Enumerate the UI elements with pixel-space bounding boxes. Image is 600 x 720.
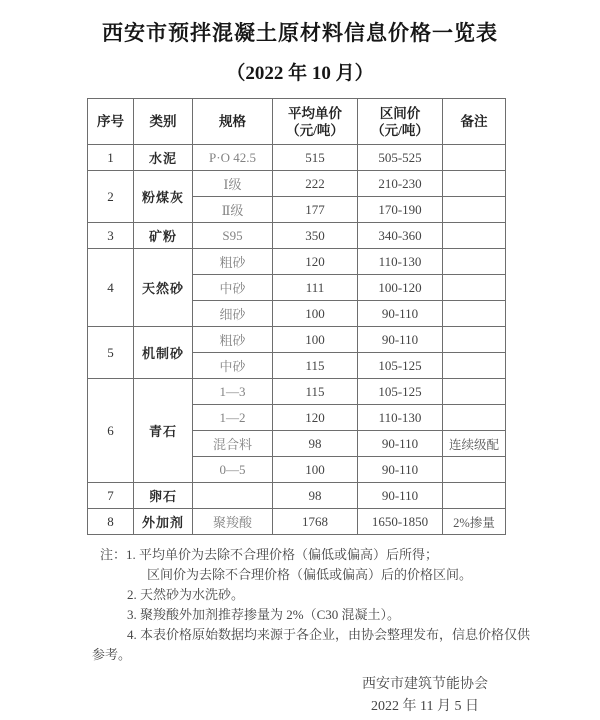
cell-no: 3 <box>88 223 134 249</box>
cell-category: 外加剂 <box>134 509 193 535</box>
cell-avg-price: 515 <box>273 145 358 171</box>
cell-spec: 混合料 <box>193 431 273 457</box>
cell-category: 青石 <box>134 379 193 483</box>
note-line: 3. 聚羧酸外加剂推荐掺量为 2%（C30 混凝土）。 <box>127 607 401 622</box>
column-header: 备注 <box>443 99 506 145</box>
table-row <box>88 145 506 171</box>
cell-note <box>443 457 506 483</box>
cell-price-range: 170-190 <box>358 197 443 223</box>
cell-spec: 1—2 <box>193 405 273 431</box>
cell-no: 8 <box>88 509 134 535</box>
signature-block <box>340 674 510 718</box>
note-line: 4. 本表价格原始数据均来源于各企业，由协会整理发布，信息价格仅供参考。 <box>92 627 531 662</box>
cell-avg-price: 120 <box>273 405 358 431</box>
cell-avg-price: 120 <box>273 249 358 275</box>
cell-spec: 1—3 <box>193 379 273 405</box>
column-header: 序号 <box>88 99 134 145</box>
cell-category: 粉煤灰 <box>134 171 193 223</box>
page-title: 西安市预拌混凝土原材料信息价格一览表 <box>102 21 498 45</box>
cell-avg-price: 98 <box>273 431 358 457</box>
column-header: 平均单价 （元/吨） <box>273 99 358 145</box>
table-row <box>88 171 506 197</box>
cell-price-range: 100-120 <box>358 275 443 301</box>
cell-price-range: 90-110 <box>358 301 443 327</box>
table-row <box>88 223 506 249</box>
cell-avg-price: 111 <box>273 275 358 301</box>
note-line: 注：1. 平均单价为去除不合理价格（偏低或偏高）后所得； <box>100 547 439 562</box>
cell-spec <box>193 483 273 509</box>
cell-category: 机制砂 <box>134 327 193 379</box>
cell-note: 连续级配 <box>443 431 506 457</box>
cell-price-range: 210-230 <box>358 171 443 197</box>
cell-avg-price: 350 <box>273 223 358 249</box>
table-row <box>88 379 506 405</box>
page-subtitle: （2022 年 10 月） <box>226 63 374 84</box>
cell-spec: 粗砂 <box>193 327 273 353</box>
cell-note <box>443 405 506 431</box>
cell-category: 天然砂 <box>134 249 193 327</box>
cell-price-range: 90-110 <box>358 457 443 483</box>
cell-price-range: 1650-1850 <box>358 509 443 535</box>
signature-date: 2022 年 11 月 5 日 <box>371 699 479 714</box>
cell-spec: 粗砂 <box>193 249 273 275</box>
table-row <box>88 509 506 535</box>
cell-note <box>443 379 506 405</box>
cell-spec: Ⅰ级 <box>193 171 273 197</box>
cell-price-range: 90-110 <box>358 483 443 509</box>
cell-avg-price: 222 <box>273 171 358 197</box>
cell-note <box>443 275 506 301</box>
cell-note <box>443 223 506 249</box>
notes-block <box>92 545 532 665</box>
cell-note <box>443 353 506 379</box>
cell-no: 2 <box>88 171 134 223</box>
table-row <box>88 249 506 275</box>
table-row <box>88 327 506 353</box>
header-row <box>88 99 506 145</box>
cell-note <box>443 197 506 223</box>
cell-avg-price: 1768 <box>273 509 358 535</box>
cell-avg-price: 115 <box>273 379 358 405</box>
cell-no: 4 <box>88 249 134 327</box>
cell-note <box>443 483 506 509</box>
column-header: 规格 <box>193 99 273 145</box>
note-line: 2. 天然砂为水洗砂。 <box>127 587 245 602</box>
cell-spec: 细砂 <box>193 301 273 327</box>
signature-org: 西安市建筑节能协会 <box>362 677 488 692</box>
cell-spec: 中砂 <box>193 275 273 301</box>
note-line: 区间价为去除不合理价格（偏低或偏高）后的价格区间。 <box>147 567 473 582</box>
cell-note <box>443 327 506 353</box>
cell-spec: 0—5 <box>193 457 273 483</box>
cell-avg-price: 177 <box>273 197 358 223</box>
cell-no: 1 <box>88 145 134 171</box>
cell-category: 水泥 <box>134 145 193 171</box>
price-table-body <box>88 145 506 535</box>
cell-price-range: 110-130 <box>358 249 443 275</box>
cell-spec: 聚羧酸 <box>193 509 273 535</box>
cell-avg-price: 98 <box>273 483 358 509</box>
cell-avg-price: 100 <box>273 457 358 483</box>
cell-spec: 中砂 <box>193 353 273 379</box>
cell-no: 5 <box>88 327 134 379</box>
cell-price-range: 505-525 <box>358 145 443 171</box>
cell-price-range: 110-130 <box>358 405 443 431</box>
cell-avg-price: 100 <box>273 327 358 353</box>
cell-price-range: 105-125 <box>358 379 443 405</box>
cell-category: 卵石 <box>134 483 193 509</box>
cell-no: 6 <box>88 379 134 483</box>
table-row <box>88 483 506 509</box>
cell-note <box>443 301 506 327</box>
cell-avg-price: 100 <box>273 301 358 327</box>
cell-no: 7 <box>88 483 134 509</box>
cell-price-range: 340-360 <box>358 223 443 249</box>
column-header: 类别 <box>134 99 193 145</box>
cell-category: 矿粉 <box>134 223 193 249</box>
cell-avg-price: 115 <box>273 353 358 379</box>
cell-note <box>443 145 506 171</box>
price-table <box>87 98 506 535</box>
cell-spec: Ⅱ级 <box>193 197 273 223</box>
column-header: 区间价 （元/吨） <box>358 99 443 145</box>
cell-note <box>443 171 506 197</box>
cell-note <box>443 249 506 275</box>
cell-spec: P·O 42.5 <box>193 145 273 171</box>
cell-note: 2%掺量 <box>443 509 506 535</box>
cell-price-range: 90-110 <box>358 431 443 457</box>
cell-price-range: 90-110 <box>358 327 443 353</box>
cell-price-range: 105-125 <box>358 353 443 379</box>
cell-spec: S95 <box>193 223 273 249</box>
